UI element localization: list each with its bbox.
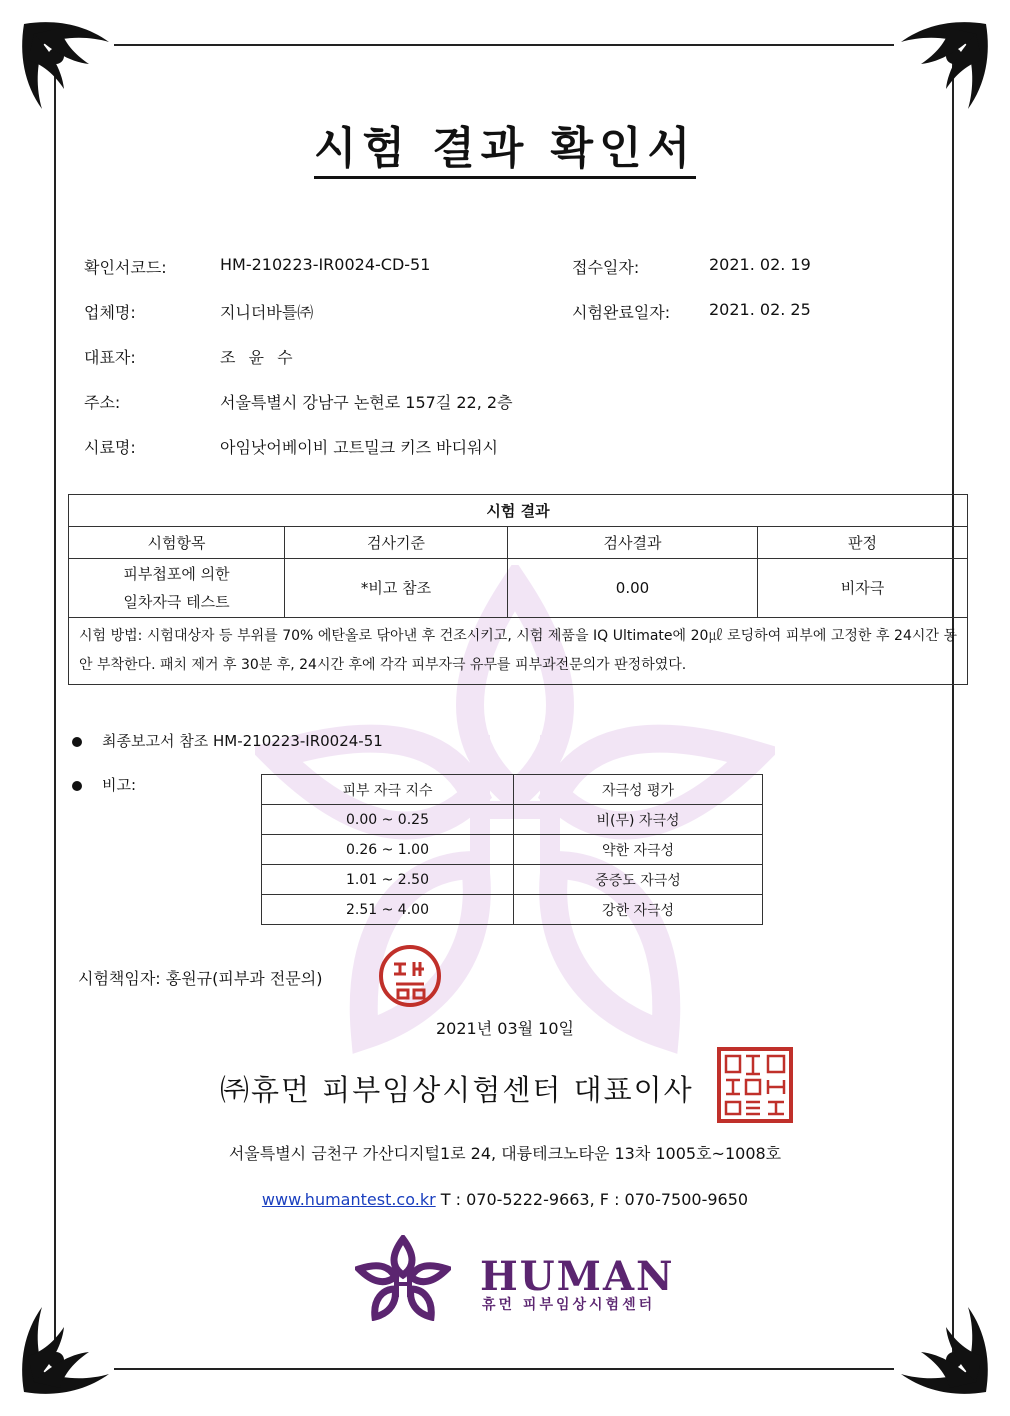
bullet-icon bbox=[72, 737, 82, 747]
receipt-date-label: 접수일자: bbox=[572, 258, 640, 277]
ornament-top-left-icon bbox=[14, 14, 124, 124]
column-header: 검사결과 bbox=[508, 527, 758, 559]
website-link[interactable]: www.humantest.co.kr bbox=[261, 1190, 436, 1209]
ref-evaluation: 중증도 자극성 bbox=[514, 865, 763, 895]
column-header: 시험항목 bbox=[69, 527, 285, 559]
results-heading: 시험 결과 bbox=[69, 495, 968, 527]
issuer-address: 서울특별시 금천구 가산디지털1로 24, 대륭테크노타운 13차 1005호~1008호 bbox=[228, 1144, 782, 1163]
remarks-bullet bbox=[72, 774, 136, 795]
physician-seal-icon bbox=[378, 944, 442, 1008]
final-report-bullet bbox=[72, 730, 383, 751]
test-item-line: 피부첩포에 의한 bbox=[123, 565, 230, 583]
issuer-name: ㈜휴먼 피부임상시험센터 대표이사 bbox=[220, 1073, 694, 1107]
code-value: HM-210223-IR0024-CD-51 bbox=[220, 255, 431, 274]
rep-value: 조 윤 수 bbox=[220, 348, 297, 367]
address-value: 서울특별시 강남구 논현로 157길 22, 2층 bbox=[220, 393, 513, 412]
test-item-cell bbox=[69, 559, 285, 618]
ref-header: 자극성 평가 bbox=[514, 775, 763, 805]
logo-wordmark: HUMAN bbox=[480, 1253, 675, 1300]
irritation-index-table bbox=[261, 774, 763, 925]
table-row bbox=[262, 895, 763, 925]
ref-range: 0.26 ~ 1.00 bbox=[262, 835, 514, 865]
responsible-person: 시험책임자: 홍원규(피부과 전문의) bbox=[78, 969, 323, 988]
bullet-icon bbox=[72, 781, 82, 791]
ornament-bottom-right-icon bbox=[886, 1292, 996, 1402]
ref-evaluation: 강한 자극성 bbox=[514, 895, 763, 925]
phone-fax: T : 070-5222-9663, F : 070-7500-9650 bbox=[435, 1190, 749, 1209]
code-label: 확인서코드: bbox=[84, 258, 167, 277]
ref-range: 1.01 ~ 2.50 bbox=[262, 865, 514, 895]
table-row bbox=[262, 835, 763, 865]
final-report-text: 최종보고서 참조 HM-210223-IR0024-51 bbox=[102, 732, 383, 750]
column-header: 판정 bbox=[758, 527, 968, 559]
table-row bbox=[262, 805, 763, 835]
logo-subtitle: 휴먼 피부임상시험센터 bbox=[482, 1297, 656, 1313]
ornament-bottom-left-icon bbox=[14, 1292, 124, 1402]
remarks-label: 비고: bbox=[102, 776, 137, 794]
ornament-top-right-icon bbox=[886, 14, 996, 124]
test-item-line: 일차자극 테스트 bbox=[123, 593, 230, 611]
result-cell: 0.00 bbox=[508, 559, 758, 618]
receipt-date-value: 2021. 02. 19 bbox=[709, 255, 811, 274]
complete-date-value: 2021. 02. 25 bbox=[709, 300, 811, 319]
results-table bbox=[68, 494, 968, 685]
test-method-text: 시험 방법: 시험대상자 등 부위를 70% 에탄올로 닦아낸 후 건조시키고, 시험 제품을 IQ Ultimate에 20㎕ 로딩하여 피부에 고정한 후 24시간 동안 부착한다. 패치 제거 후 30분 후, 24시간 후에 각각 피부자극 유무를 피부과전문의가 판정하였다. bbox=[69, 618, 968, 685]
table-row bbox=[262, 865, 763, 895]
complete-date-label: 시험완료일자: bbox=[572, 303, 671, 322]
ref-header: 피부 자극 지수 bbox=[262, 775, 514, 805]
criteria-cell: *비고 참조 bbox=[285, 559, 508, 618]
ref-evaluation: 비(무) 자극성 bbox=[514, 805, 763, 835]
company-value: 지니더바틀㈜ bbox=[220, 303, 314, 322]
human-flower-logo-icon bbox=[355, 1235, 451, 1321]
company-seal-icon bbox=[716, 1046, 794, 1124]
rep-label: 대표자: bbox=[84, 348, 136, 367]
address-label: 주소: bbox=[84, 393, 121, 412]
sample-value: 아임낫어베이비 고트밀크 키즈 바디워시 bbox=[220, 438, 499, 457]
contact-line bbox=[0, 1190, 1010, 1209]
judgement-cell: 비자극 bbox=[758, 559, 968, 618]
company-label: 업체명: bbox=[84, 303, 136, 322]
sample-label: 시료명: bbox=[84, 438, 136, 457]
ref-range: 2.51 ~ 4.00 bbox=[262, 895, 514, 925]
issue-date: 2021년 03월 10일 bbox=[436, 1019, 574, 1038]
ref-range: 0.00 ~ 0.25 bbox=[262, 805, 514, 835]
page-title: 시험 결과 확인서 bbox=[0, 112, 1010, 176]
ref-evaluation: 약한 자극성 bbox=[514, 835, 763, 865]
column-header: 검사기준 bbox=[285, 527, 508, 559]
